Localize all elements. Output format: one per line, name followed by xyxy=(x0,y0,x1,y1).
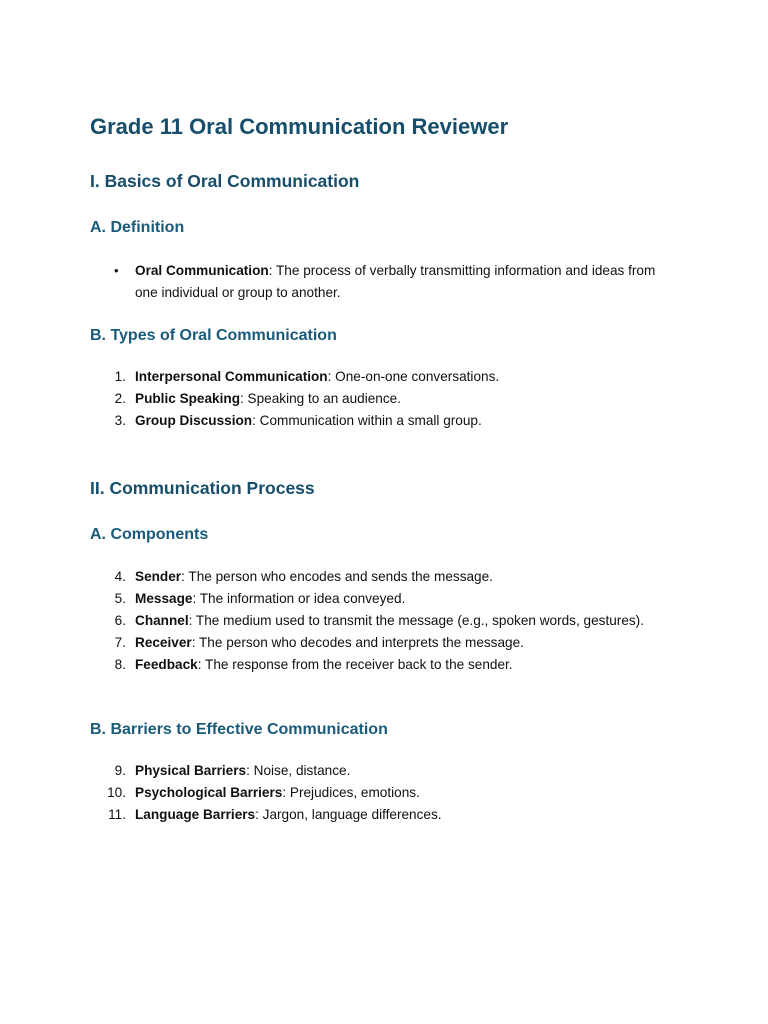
list-item-number: 8. xyxy=(114,657,126,672)
types-list xyxy=(90,366,680,432)
barriers-list xyxy=(90,760,680,826)
document-title: Grade 11 Oral Communication Reviewer xyxy=(90,114,509,139)
list-item-term: Public Speaking xyxy=(135,391,240,406)
section-heading-process: II. Communication Process xyxy=(90,478,315,498)
list-item xyxy=(90,610,680,632)
list-item-text: : Noise, distance. xyxy=(246,763,351,778)
list-item-term: Group Discussion xyxy=(135,413,253,428)
list-item-term: Oral Communication xyxy=(135,263,269,278)
subsection-heading-components: A. Components xyxy=(90,526,209,543)
list-item-number: 9. xyxy=(114,763,126,778)
list-item-term: Message xyxy=(135,591,193,606)
list-item-number: 11. xyxy=(108,807,126,822)
subsection-heading-barriers: B. Barriers to Effective Communication xyxy=(90,721,388,738)
list-item-text: : The medium used to transmit the message (e.g., spoken words, gestures). xyxy=(188,613,644,628)
list-item xyxy=(90,366,680,388)
list-item xyxy=(90,804,680,826)
list-item xyxy=(90,654,680,676)
list-item-term: Sender xyxy=(135,569,182,584)
list-item xyxy=(90,782,680,804)
subsection-heading-definition: A. Definition xyxy=(90,219,185,236)
list-item-number: 10. xyxy=(107,785,126,800)
list-item-term: Physical Barriers xyxy=(135,763,247,778)
list-item-number: 6. xyxy=(114,613,126,628)
list-item-text: : The person who encodes and sends the message. xyxy=(181,569,493,584)
list-item-number: 2. xyxy=(114,391,126,406)
section-heading-basics: I. Basics of Oral Communication xyxy=(90,171,360,191)
list-item-number: 4. xyxy=(114,569,126,584)
definition-list xyxy=(90,260,680,304)
bullet-marker: • xyxy=(114,263,119,278)
list-item-text: : Jargon, language differences. xyxy=(255,807,442,822)
components-list xyxy=(90,566,680,676)
subsection-heading-types: B. Types of Oral Communication xyxy=(90,327,337,344)
list-item xyxy=(90,260,680,304)
list-item xyxy=(90,760,680,782)
list-item-number: 5. xyxy=(114,591,126,606)
list-item-term: Receiver xyxy=(135,635,192,650)
list-item xyxy=(90,566,680,588)
list-item-text: : Communication within a small group. xyxy=(252,413,482,428)
list-item-text: : The person who decodes and interprets the message. xyxy=(191,635,524,650)
list-item xyxy=(90,388,680,410)
list-item-term: Feedback xyxy=(135,657,198,672)
list-item-text: : The information or idea conveyed. xyxy=(192,591,406,606)
list-item xyxy=(90,632,680,654)
list-item-text: : Prejudices, emotions. xyxy=(282,785,420,800)
list-item-term: Language Barriers xyxy=(135,807,256,822)
list-item-number: 7. xyxy=(114,635,126,650)
list-item-text: : Speaking to an audience. xyxy=(240,391,401,406)
list-item-number: 1. xyxy=(114,369,126,384)
list-item-term: Psychological Barriers xyxy=(135,785,283,800)
list-item-term: Interpersonal Communication xyxy=(135,369,328,384)
list-item xyxy=(90,410,680,432)
list-item-number: 3. xyxy=(114,413,126,428)
list-item-text: : The process of verbally transmitting information and ideas from one individual or group to another. xyxy=(135,263,656,300)
list-item xyxy=(90,588,680,610)
list-item-term: Channel xyxy=(135,613,189,628)
list-item-text: : One-on-one conversations. xyxy=(327,369,500,384)
list-item-text: : The response from the receiver back to the sender. xyxy=(197,657,513,672)
